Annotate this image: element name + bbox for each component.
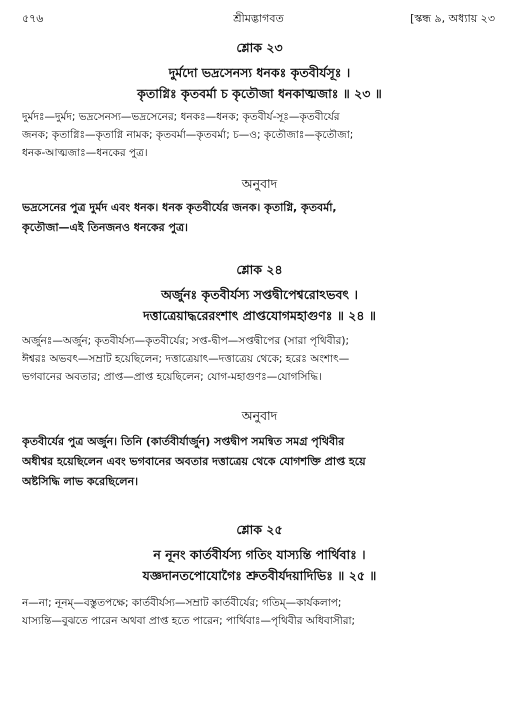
- verse-line: ন নূনং কার্তবীর্যস্য গতিং যাস্যন্তি পার্থিবাঃ ।: [153, 547, 366, 562]
- verse-line: কৃতাগ্নিঃ কৃতবর্মা চ কৃতৌজা ধনকাত্মজাঃ ॥ ২৩ ॥: [137, 86, 382, 101]
- translation-line: অষ্টসিদ্ধি লাভ করেছিলেন।: [22, 475, 139, 488]
- verse-line: দত্তাত্রেয়াদ্ধরেরংশাৎ প্রাপ্তযোগমহাগুণঃ ॥ ২৪ ॥: [143, 308, 376, 323]
- verse-24-heading: শ্লোক ২৪: [236, 262, 283, 277]
- verse-24-translation: [22, 432, 497, 492]
- verse-23-heading: শ্লোক ২৩: [236, 40, 283, 55]
- verse-23-translation-heading: অনুবাদ: [241, 176, 278, 191]
- page-number: ৫৭৬: [22, 12, 44, 25]
- verse-line: দুর্মদো ভদ্রসেনস্য ধনকঃ কৃতবীর্যসূঃ ।: [168, 65, 351, 80]
- page-header: [22, 10, 495, 28]
- verse-24-text: [22, 284, 497, 326]
- translation-line: কৃতবীর্যের পুত্র অর্জুন। তিনি (কার্তবীর্যার্জুন) সপ্তদ্বীপ সমন্বিত সমগ্র পৃথিবীর: [22, 435, 345, 448]
- translation-line: ভদ্রসেনের পুত্র দুর্মদ এবং ধনক। ধনক কৃতবীর্যের জনক। কৃতাগ্নি, কৃতবর্মা,: [22, 201, 337, 214]
- translation-line: অধীশ্বর হয়েছিলেন এবং ভগবানের অবতার দত্তাত্রেয় থেকে যোগশক্তি প্রাপ্ত হয়ে: [22, 455, 366, 468]
- verse-25-text: [22, 544, 497, 586]
- verse-23-synonyms: [22, 108, 497, 162]
- translation-line: কৃতৌজা—এই তিনজনও ধনকের পুত্র।: [22, 221, 188, 234]
- verse-24-synonyms: [22, 332, 497, 386]
- gloss-line: যাস্যন্তি—বুঝতে পারেন অথবা প্রাপ্ত হতে পারেন; পার্থিবাঃ—পৃথিবীর অধিবাসীরা;: [22, 615, 356, 627]
- verse-24-translation-heading: অনুবাদ: [241, 408, 278, 423]
- verse-23-text: [22, 62, 497, 104]
- verse-25-heading: শ্লোক ২৫: [236, 522, 283, 537]
- gloss-line: ধনক-আত্মজাঃ—ধনকের পুত্র।: [22, 147, 148, 159]
- gloss-line: ঈশ্বরঃ অভবৎ—সম্রাট হয়েছিলেন; দত্তাত্রেয়াৎ—দত্তাত্রেয় থেকে; হরেঃ অংশাৎ—: [22, 353, 350, 365]
- gloss-line: ভগবানের অবতার; প্রাপ্ত—প্রাপ্ত হয়েছিলেন; যোগ-মহাগুণঃ—যোগসিদ্ধি।: [22, 371, 322, 383]
- gloss-line: অর্জুনঃ—অর্জুন; কৃতবীর্যস্য—কৃতবীর্যের; সপ্ত-দ্বীপ—সপ্তদ্বীপের (সারা পৃথিবীর);: [22, 335, 349, 347]
- book-title: শ্রীমদ্ভাগবত: [233, 12, 284, 25]
- verse-23-translation: [22, 198, 497, 238]
- verse-line: অর্জুনঃ কৃতবীর্যস্য সপ্তদ্বীপেশ্বরোঽভবৎ ।: [161, 287, 358, 302]
- gloss-line: দুর্মদঃ—দুর্মদ; ভদ্রসেনস্য—ভদ্রসেনের; ধনকঃ—ধনক; কৃতবীর্য-সূঃ—কৃতবীর্যের: [22, 111, 340, 123]
- verse-line: যজ্ঞদানতপোযোগৈঃ শ্রুতবীর্যদয়াদিভিঃ ॥ ২৫ ॥: [142, 568, 377, 583]
- gloss-line: ন—না; নূনম্—বস্তুতপক্ষে; কার্তবীর্যস্য—সম্রাট কার্তবীর্যের; গতিম্—কার্যকলাপ;: [22, 597, 342, 609]
- gloss-line: জনক; কৃতাগ্নিঃ—কৃতাগ্নি নামক; কৃতবর্মা—কৃতবর্মা; চ—ও; কৃতৌজাঃ—কৃতৌজা;: [22, 129, 354, 141]
- chapter-reference: [স্কন্ধ ৯, অধ্যায় ২৩: [410, 12, 495, 25]
- verse-25-synonyms: [22, 594, 497, 630]
